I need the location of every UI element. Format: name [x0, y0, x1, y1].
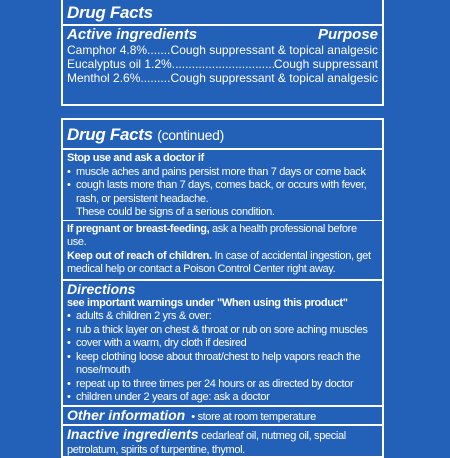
directions-warning: see important warnings under "When using this product" [67, 296, 348, 309]
directions-heading: Directions [67, 280, 136, 297]
list-item: • adults & children 2 yrs & over: [67, 310, 378, 324]
list-item: • keep clothing loose about throat/chest to help vapors reach the nose/mouth [67, 351, 378, 378]
pregnancy-section [63, 221, 382, 250]
list-item: • rub a thick layer on chest & throat or rub on sore aching muscles [67, 324, 378, 338]
list-item: • children under 2 years of age: ask a doctor [67, 391, 378, 405]
panel-title [63, 120, 382, 148]
list-item: • muscle aches and pains persist more than 7 days or come back [67, 166, 378, 180]
directions-list [67, 310, 378, 405]
ingredient-name: Camphor 4.8% ..... [67, 43, 171, 57]
other-information-heading: Other information [67, 406, 186, 423]
keep-out-text: In case of accidental ingestion, get medical help or contact a Poison Control Center right away. [67, 249, 371, 275]
other-information-text: store at room temperature [197, 410, 316, 423]
ingredient-name: Eucalyptus oil 1.2% ..... [67, 57, 274, 71]
inactive-ingredients-text: cedarleaf oil, nutmeg oil, special petrolatum, spirits of turpentine, thymol. [67, 430, 346, 456]
directions-section [63, 297, 382, 405]
panel-title: Drug Facts [67, 3, 153, 22]
purpose-heading: Purpose [317, 26, 378, 43]
keep-out-heading: Keep out of reach of children. [67, 249, 212, 262]
drug-facts-continued-panel [61, 118, 384, 458]
list-item: • cough lasts more than 7 days, comes back, or occurs with fever, rash, or persistent headache. [67, 179, 378, 206]
panel-title-main: Drug Facts [67, 125, 153, 144]
inactive-ingredients-section [63, 426, 382, 457]
panel-title-suffix: (continued) [157, 127, 224, 143]
stop-use-section [63, 150, 382, 220]
ingredient-row [67, 57, 378, 71]
ingredients-list [63, 43, 382, 85]
pregnancy-text: ask a health professional before use. [67, 222, 357, 248]
stop-use-note: These could be signs of a serious condition. [76, 206, 275, 218]
stop-use-list [67, 166, 378, 207]
keep-out-section [63, 250, 382, 279]
ingredient-row [67, 71, 378, 85]
ingredient-name: Menthol 2.6% ..... [67, 71, 171, 85]
ingredients-header [63, 26, 382, 43]
stop-use-heading: Stop use and ask a doctor if [67, 152, 204, 164]
drug-facts-panel [61, 0, 384, 106]
active-ingredients-heading: Active ingredients [67, 26, 198, 43]
list-item: • repeat up to three times per 24 hours or as directed by doctor [67, 378, 378, 392]
ingredient-purpose: Cough suppressant & topical analgesic [170, 71, 378, 85]
other-information-item: • store at room temperature [191, 410, 316, 423]
other-information-section [63, 407, 382, 425]
ingredient-purpose: Cough suppressant [273, 57, 378, 71]
pregnancy-heading: If pregnant or breast-feeding, [67, 222, 210, 235]
list-item: • cover with a warm, dry cloth if desired [67, 337, 378, 351]
inactive-ingredients-heading: Inactive ingredients [67, 426, 199, 442]
ingredient-row [67, 43, 378, 57]
ingredient-purpose: Cough suppressant & topical analgesic [170, 43, 378, 57]
